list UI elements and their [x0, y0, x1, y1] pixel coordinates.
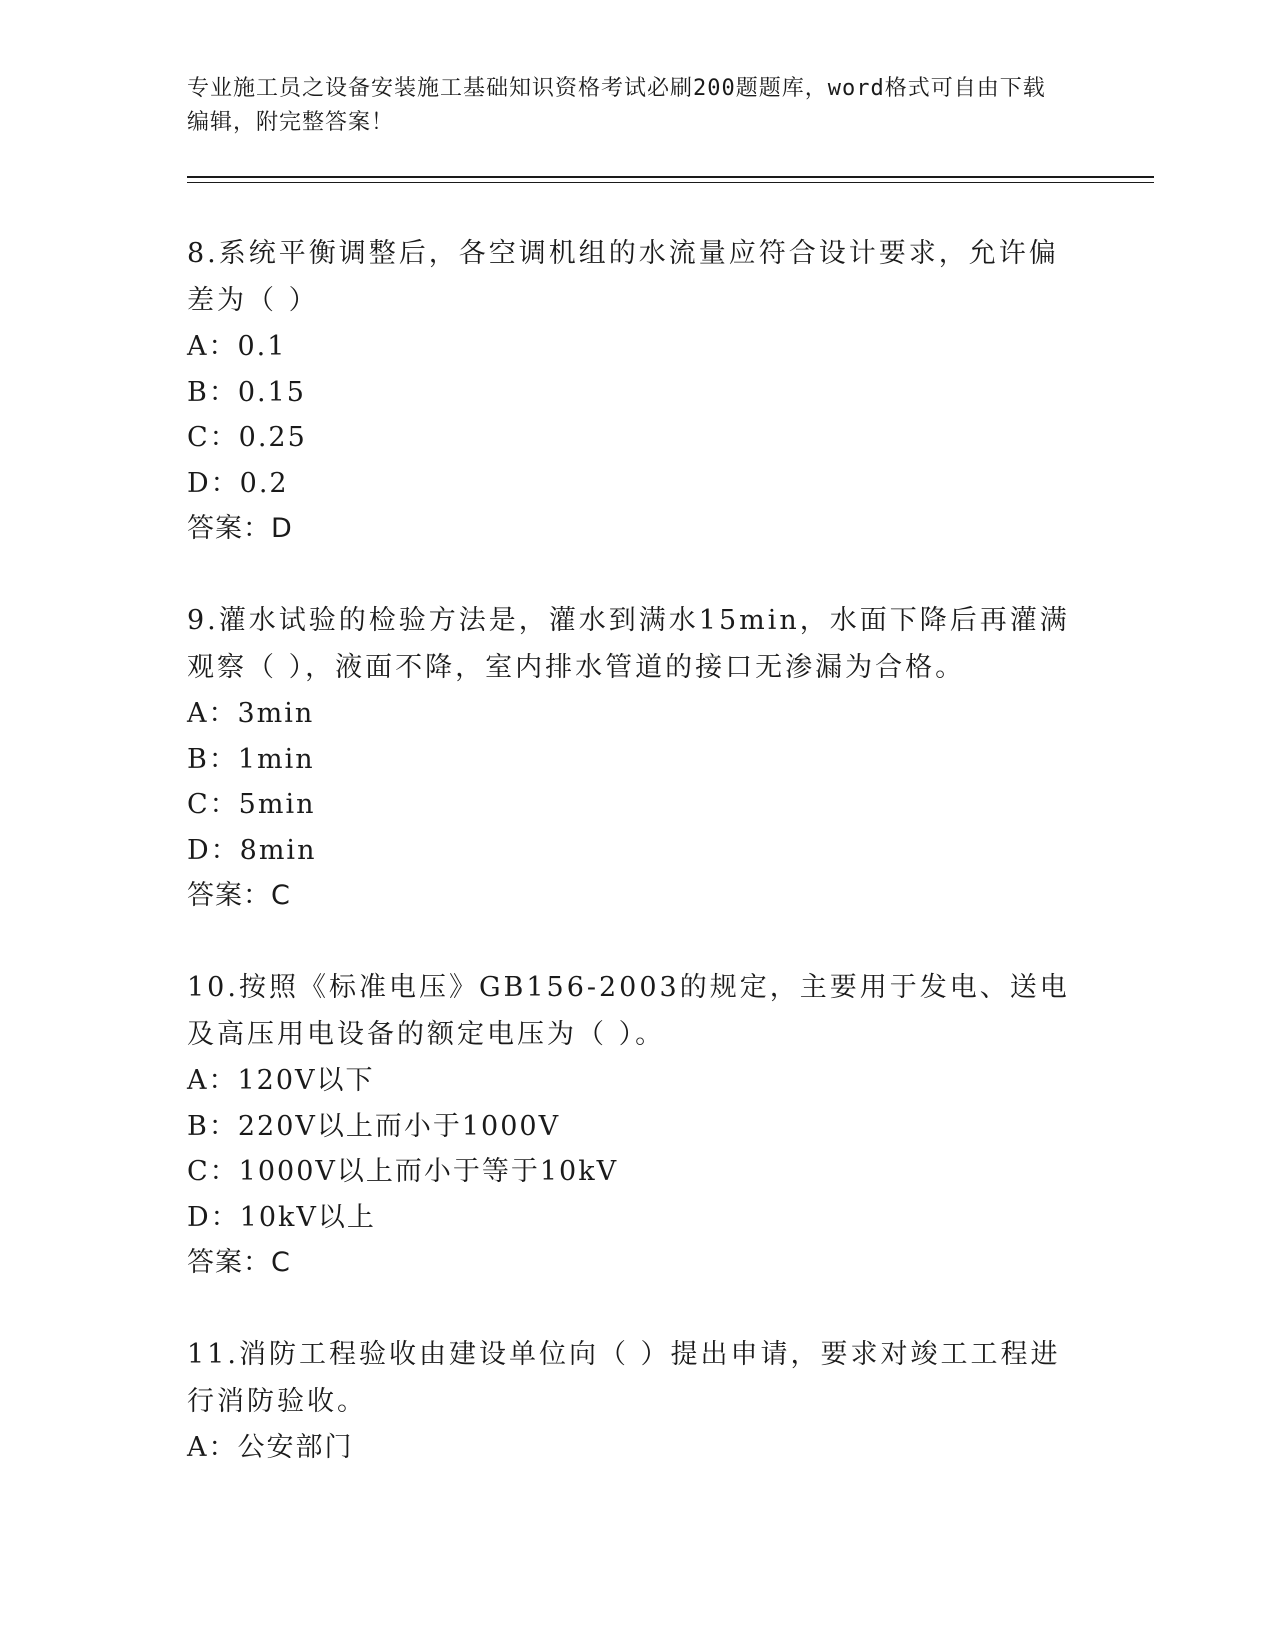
option-c: C：0.25: [187, 422, 307, 453]
option-a: A：0.1: [187, 331, 287, 362]
option-c: C：1000V以上而小于等于10kV: [187, 1156, 619, 1187]
document-header: 专业施工员之设备安装施工基础知识资格考试必刷200题题库，word格式可自由下载编辑，附完整答案！: [187, 76, 1046, 135]
question-9: [187, 597, 1087, 918]
option-d: D：8min: [187, 834, 317, 866]
option-a: A：120V以下: [187, 1065, 375, 1096]
header-divider-thin: [187, 182, 1154, 183]
answer: 答案：C: [187, 1247, 291, 1278]
answer: 答案：C: [187, 880, 291, 911]
option-a: A：公安部门: [187, 1432, 354, 1463]
option-b: B：1min: [187, 743, 315, 775]
option-b: B：0.15: [187, 376, 306, 408]
question-text: 8.系统平衡调整后，各空调机组的水流量应符合设计要求，允许偏差为（ ）: [187, 238, 1059, 316]
option-d: D：10kV以上: [187, 1201, 376, 1233]
question-text: 10.按照《标准电压》GB156-2003的规定，主要用于发电、送电及高压用电设备的额定电压为（ ）。: [187, 972, 1070, 1050]
question-11: [187, 1331, 1087, 1471]
question-list: [187, 230, 1087, 1517]
question-text: 11.消防工程验收由建设单位向（ ）提出申请，要求对竣工工程进行消防验收。: [187, 1339, 1061, 1417]
option-a: A：3min: [187, 698, 315, 729]
header-divider-thick: [187, 176, 1154, 178]
option-c: C：5min: [187, 789, 316, 820]
option-d: D：0.2: [187, 467, 289, 499]
question-text: 9.灌水试验的检验方法是，灌水到满水15min，水面下降后再灌满观察（ ），液面不降，室内排水管道的接口无渗漏为合格。: [187, 605, 1070, 683]
answer: 答案：D: [187, 513, 293, 544]
option-b: B：220V以上而小于1000V: [187, 1110, 561, 1142]
question-8: [187, 230, 1087, 551]
question-10: [187, 964, 1087, 1285]
